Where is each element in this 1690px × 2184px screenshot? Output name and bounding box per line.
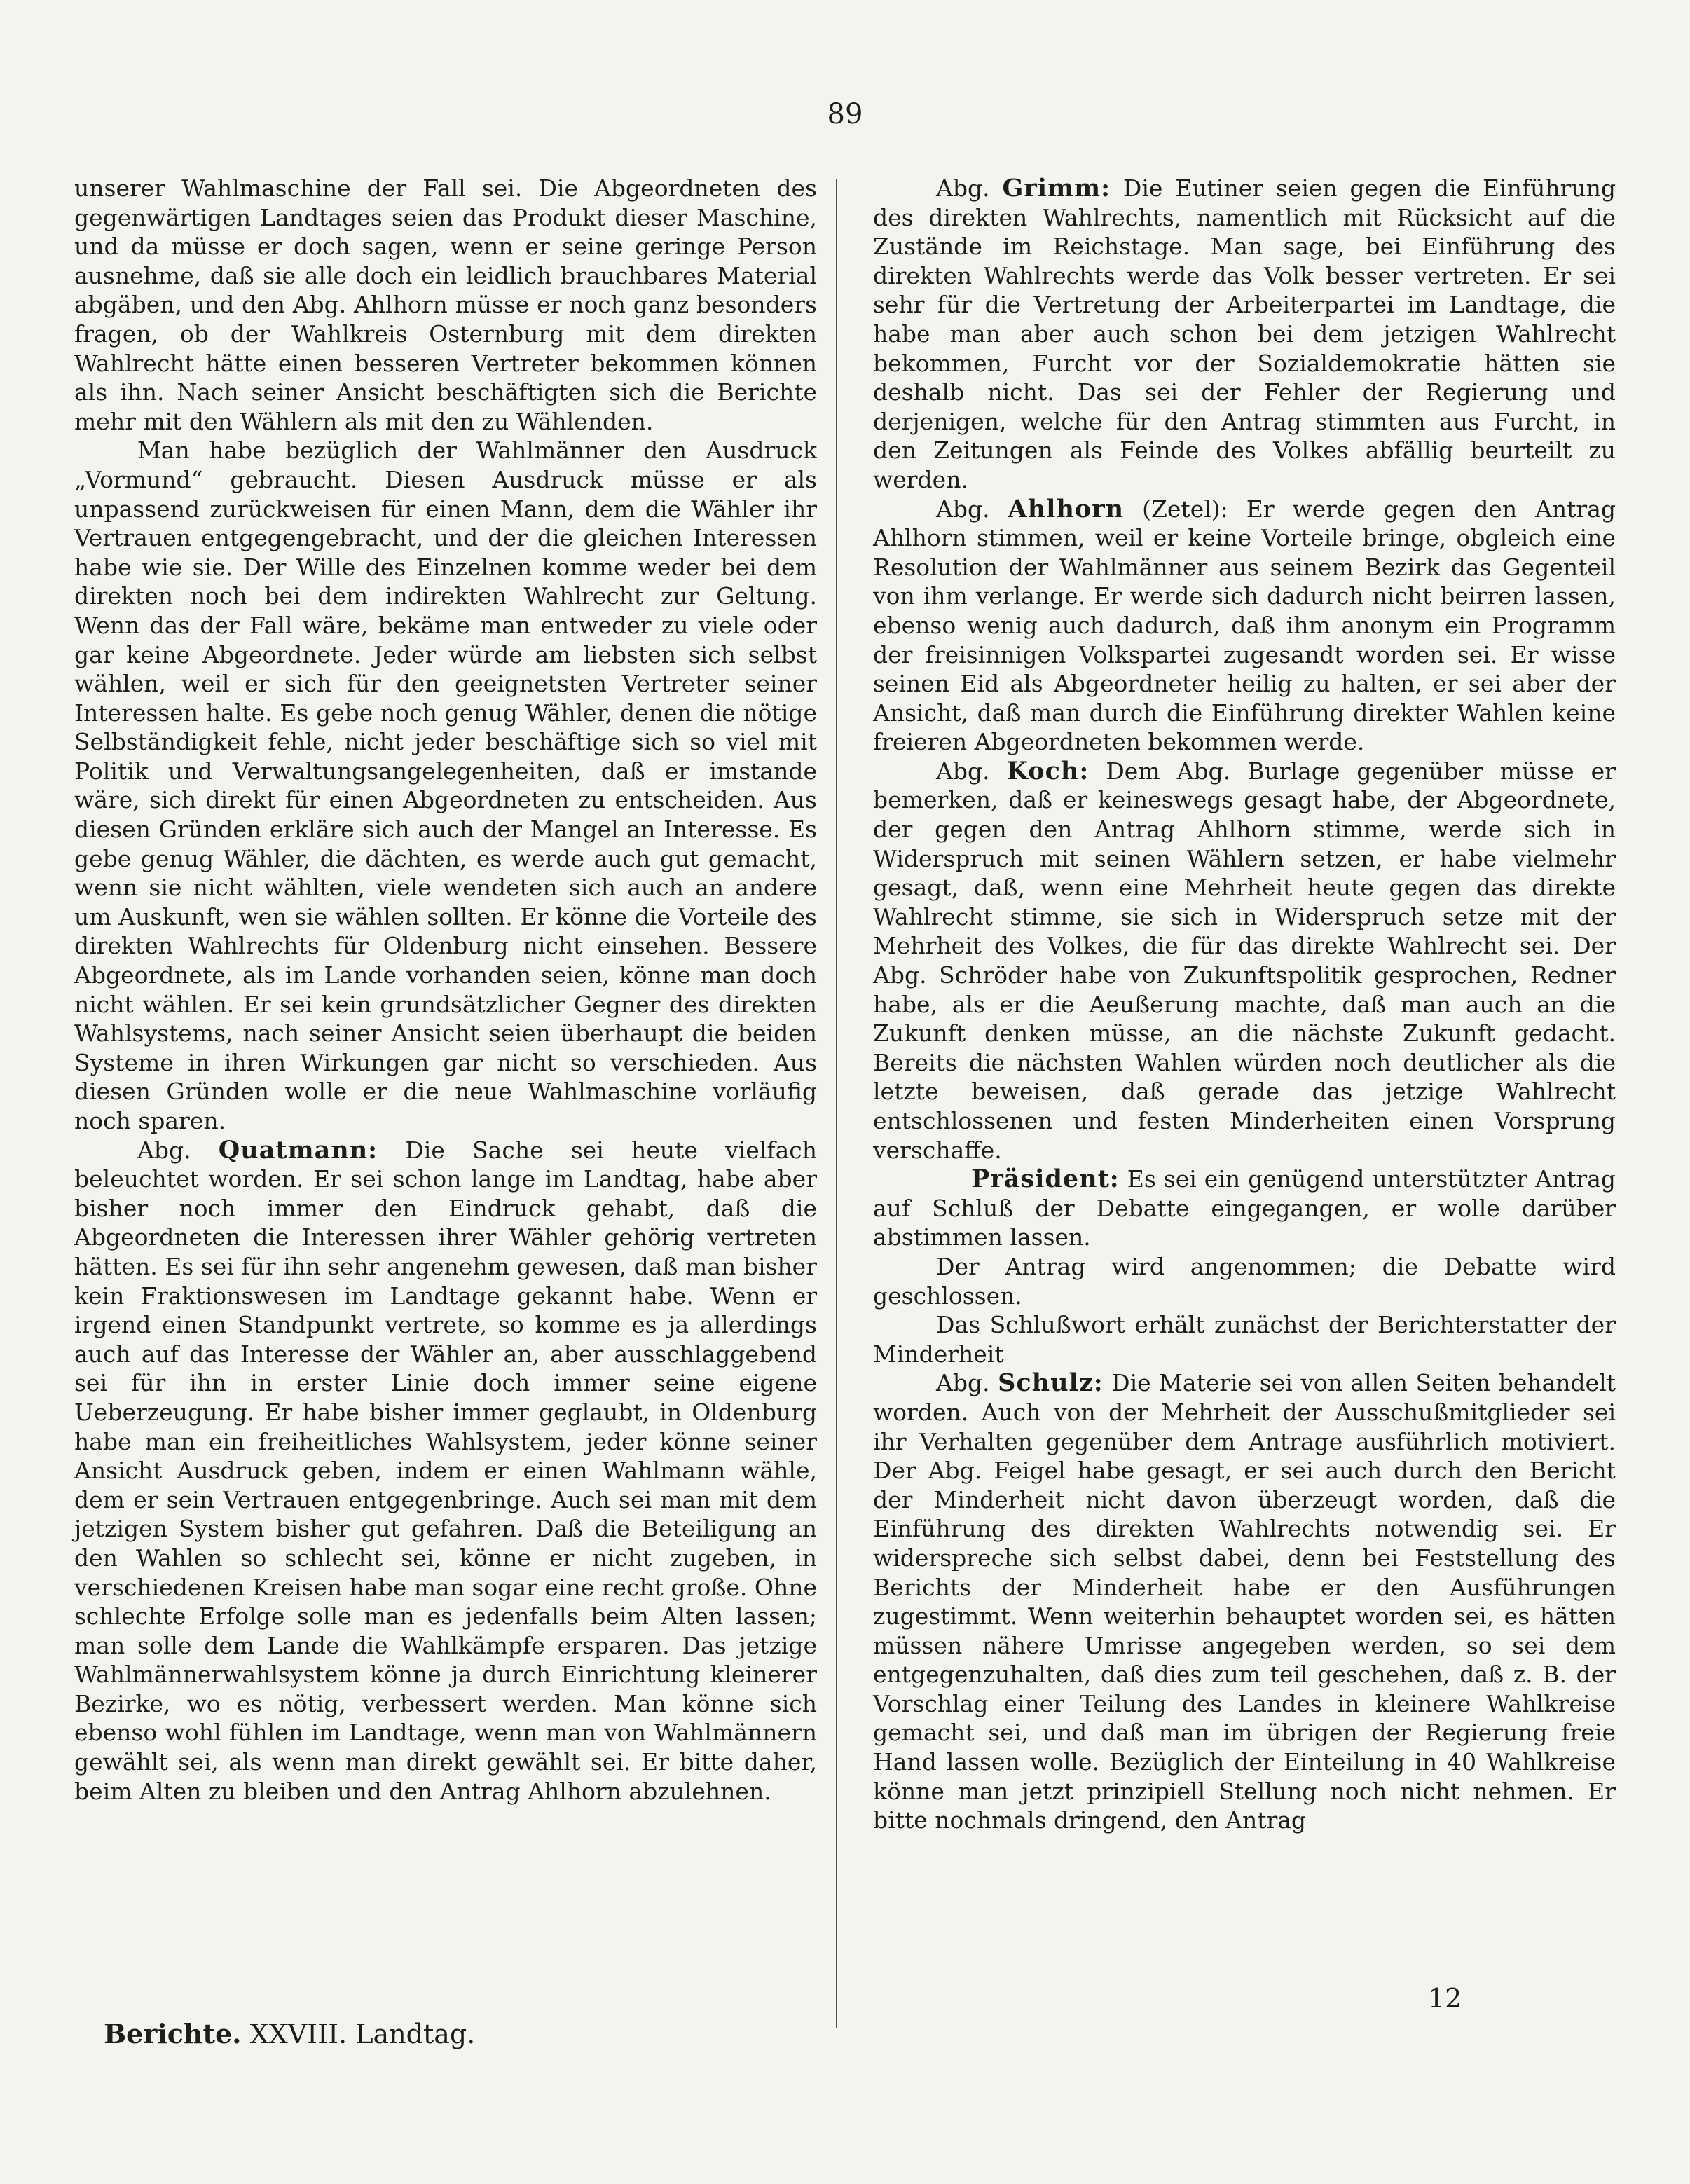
footer-label-bold: Berichte.	[104, 2018, 242, 2049]
speaker-location: (Zetel):	[1142, 495, 1228, 523]
paragraph-text: Er werde gegen den Antrag Ahlhorn stimmen, weil er keine Vorteile bringe, obgleich eine Resolution der Wahlmänner aus seinem Bezirk das Gegenteil von ihm verlange. Er werde sich dadurch nicht beirren lassen, ebenso wenig auch dadurch, daß ihm anonym ein Programm der freisinnigen Volkspartei zugesandt worden sei. Er wisse seinen Eid als Abgeordneter heilig zu halten, er sei aber der Ansicht, daß man durch die Einführung direkter Wahlen keine freieren Abgeordneten bekommen werde.	[873, 495, 1616, 756]
speaker-name: Schulz:	[998, 1368, 1104, 1398]
paragraph-text: unserer Wahlmaschine der Fall sei. Die Abgeordneten des gegenwärtigen Landtages seien das Produkt dieser Maschine, und da müsse er doch sagen, wenn er seine geringe Person ausnehme, daß sie alle doch ein leidlich brauchbares Material abgäben, und den Abg. Ahlhorn müsse er noch ganz besonders fragen, ob der Wahlkreis Osternburg mit dem direkten Wahlrecht hätte einen besseren Vertreter bekommen können als ihn. Nach seiner Ansicht beschäftigten sich die Berichte mehr mit den Wählern als mit den zu Wählenden.	[74, 174, 817, 435]
paragraph-text: Der Antrag wird angenommen; die Debatte wird geschlossen.	[873, 1252, 1616, 1310]
speaker-prefix: Abg.	[936, 1369, 990, 1397]
page-number: 89	[827, 98, 863, 130]
paragraph	[873, 1310, 1616, 1368]
signature-mark: 12	[1428, 1983, 1462, 2014]
footer-label	[104, 2018, 475, 2049]
speaker-name: Ahlhorn	[1008, 494, 1125, 523]
paragraph	[873, 757, 1616, 1165]
speaker-prefix: Abg.	[137, 1136, 191, 1164]
paragraph-text: Die Eutiner seien gegen die Einführung des direkten Wahlrechts, namentlich mit Rücksicht auf die Zustände im Reichstage. Man sage, bei Einführung des direkten Wahlrechts werde das Volk besser vertreten. Er sei sehr für die Vertretung der Arbeiterpartei im Landtage, die habe man aber auch schon bei dem jetzigen Wahlrecht bekommen, Furcht vor der Sozialdemokratie hätten sie deshalb nicht. Das sei der Fehler der Regierung und derjenigen, welche für den Antrag stimmten aus Furcht, in den Zeitungen als Feinde des Volkes abfällig beurteilt zu werden.	[873, 174, 1616, 493]
right-column	[873, 174, 1616, 1835]
paragraph	[74, 436, 817, 1135]
paragraph-text: Dem Abg. Burlage gegenüber müsse er bemerken, daß er keineswegs gesagt habe, der Abgeordnete, der gegen den Antrag Ahlhorn stimme, werde sich in Widerspruch mit seinen Wählern setzen, er habe vielmehr gesagt, daß, wenn eine Mehrheit heute gegen das direkte Wahlrecht stimme, sie sich in Widerspruch setze mit der Mehrheit des Volkes, die für das direkte Wahlrecht sei. Der Abg. Schröder habe von Zukunftspolitik gesprochen, Redner habe, als er die Aeußerung machte, daß man auch an die Zukunft denken müsse, an die nächste Zukunft gedacht. Bereits die nächsten Wahlen würden noch deutlicher als die letzte beweisen, daß gerade das jetzige Wahlrecht entschlossenen und festen Minderheiten einen Vorsprung verschaffe.	[873, 757, 1616, 1164]
paragraph	[873, 1165, 1616, 1252]
footer-label-rest: XXVIII. Landtag.	[249, 2019, 476, 2049]
paragraph-text: Die Materie sei von allen Seiten behandelt worden. Auch von der Mehrheit der Ausschußmitglieder sei ihr Verhalten gegenüber dem Antrage ausführlich motiviert. Der Abg. Feigel habe gesagt, er sei auch durch den Bericht der Minderheit nicht davon überzeugt worden, daß die Einführung des direkten Wahlrechts notwendig sei. Er widerspreche sich selbst dabei, denn bei Feststellung des Berichts der Minderheit habe er den Ausführungen zugestimmt. Wenn weiterhin behauptet worden sei, es hätten müssen nähere Umrisse angegeben werden, so sei dem entgegenzuhalten, daß dies zum teil geschehen, daß z. B. der Vorschlag einer Teilung des Landes in kleinere Wahlkreise gemacht sei, und daß man im übrigen der Regierung freie Hand lassen wolle. Bezüglich der Einteilung in 40 Wahlkreise könne man jetzt prinzipiell Stellung noch nicht nehmen. Er bitte nochmals dringend, den Antrag	[873, 1369, 1616, 1834]
paragraph	[873, 174, 1616, 495]
speaker-name: Quatmann:	[218, 1135, 378, 1165]
paragraph-text: Es sei ein genügend unterstützter Antrag auf Schluß der Debatte eingegangen, er wolle darüber abstimmen lassen.	[873, 1165, 1616, 1251]
speaker-name: Koch:	[1006, 756, 1090, 785]
paragraph	[74, 174, 817, 436]
paragraph	[74, 1136, 817, 1806]
paragraph	[873, 1252, 1616, 1310]
paragraph-text: Man habe bezüglich der Wahlmänner den Ausdruck „Vormund“ gebraucht. Diesen Ausdruck müsse er als unpassend zurückweisen für einen Mann, dem die Wähler ihr Vertrauen entgegengebracht, und der die gleichen Interessen habe wie sie. Der Wille des Einzelnen komme weder bei dem direkten noch bei dem indirekten Wahlrecht zur Geltung. Wenn das der Fall wäre, bekäme man entweder zu viele oder gar keine Abgeordnete. Jeder würde am liebsten sich selbst wählen, weil er sich für den geeignetsten Vertreter seiner Interessen halte. Es gebe noch genug Wähler, denen die nötige Selbständigkeit fehle, nicht jeder beschäftige sich so viel mit Politik und Verwaltungsangelegenheiten, daß er imstande wäre, sich direkt für einen Abgeordneten zu entscheiden. Aus diesen Gründen erkläre sich auch der Mangel an Interesse. Es gebe genug Wähler, die dächten, es werde auch gut gemacht, wenn sie nicht wählten, viele wendeten sich auch an andere um Auskunft, wen sie wählen sollten. Er könne die Vorteile des direkten Wahlrechts für Oldenburg nicht einsehen. Bessere Abgeordnete, als im Lande vorhanden seien, könne man doch nicht wählen. Er sei kein grundsätzlicher Gegner des direkten Wahlsystems, nach seiner Ansicht seien überhaupt die beiden Systeme in ihren Wirkungen gar nicht so verschieden. Aus diesen Gründen wolle er die neue Wahlmaschine vorläufig noch sparen.	[74, 437, 817, 1134]
paragraph-text: Das Schlußwort erhält zunächst der Berichterstatter der Minderheit	[873, 1311, 1616, 1368]
paragraph	[873, 1368, 1616, 1835]
left-column	[74, 174, 817, 1806]
paragraph	[873, 495, 1616, 757]
paragraph-text: Die Sache sei heute vielfach beleuchtet worden. Er sei schon lange im Landtag, habe aber bisher noch immer den Eindruck gehabt, daß die Abgeordneten die Interessen ihrer Wähler gehörig vertreten hätten. Es sei für ihn sehr angenehm gewesen, daß man bisher kein Fraktionswesen im Landtage gekannt habe. Wenn er irgend einen Standpunkt vertrete, so komme es ja allerdings auch auf das Interesse der Wähler an, aber ausschlaggebend sei für ihn in erster Linie doch immer seine eigene Ueberzeugung. Er habe bisher immer geglaubt, in Oldenburg habe man ein freiheitliches Wahlsystem, jeder könne seiner Ansicht Ausdruck geben, indem er einen Wahlmann wähle, dem er sein Vertrauen entgegenbringe. Auch sei man mit dem jetzigen System bisher gut gefahren. Daß die Beteiligung an den Wahlen so schlecht sei, könne er nicht zugeben, in verschiedenen Kreisen habe man sogar eine recht große. Ohne schlechte Erfolge solle man es jedenfalls beim Alten lassen; man solle dem Lande die Wahlkämpfe ersparen. Das jetzige Wahlmännerwahlsystem könne ja durch Einrichtung kleinerer Bezirke, wo es nötig, verbessert werden. Man könne sich ebenso wohl fühlen im Landtage, wenn man von Wahlmännern gewählt sei, als wenn man direkt gewählt sei. Er bitte daher, beim Alten zu bleiben und den Antrag Ahlhorn abzulehnen.	[74, 1136, 817, 1805]
speaker-name: Grimm:	[1002, 174, 1111, 202]
speaker-prefix: Abg.	[936, 495, 990, 523]
column-divider	[836, 179, 837, 2028]
speaker-prefix: Abg.	[936, 757, 990, 785]
speaker-prefix: Abg.	[936, 174, 990, 202]
speaker-name: Präsident:	[971, 1165, 1120, 1194]
